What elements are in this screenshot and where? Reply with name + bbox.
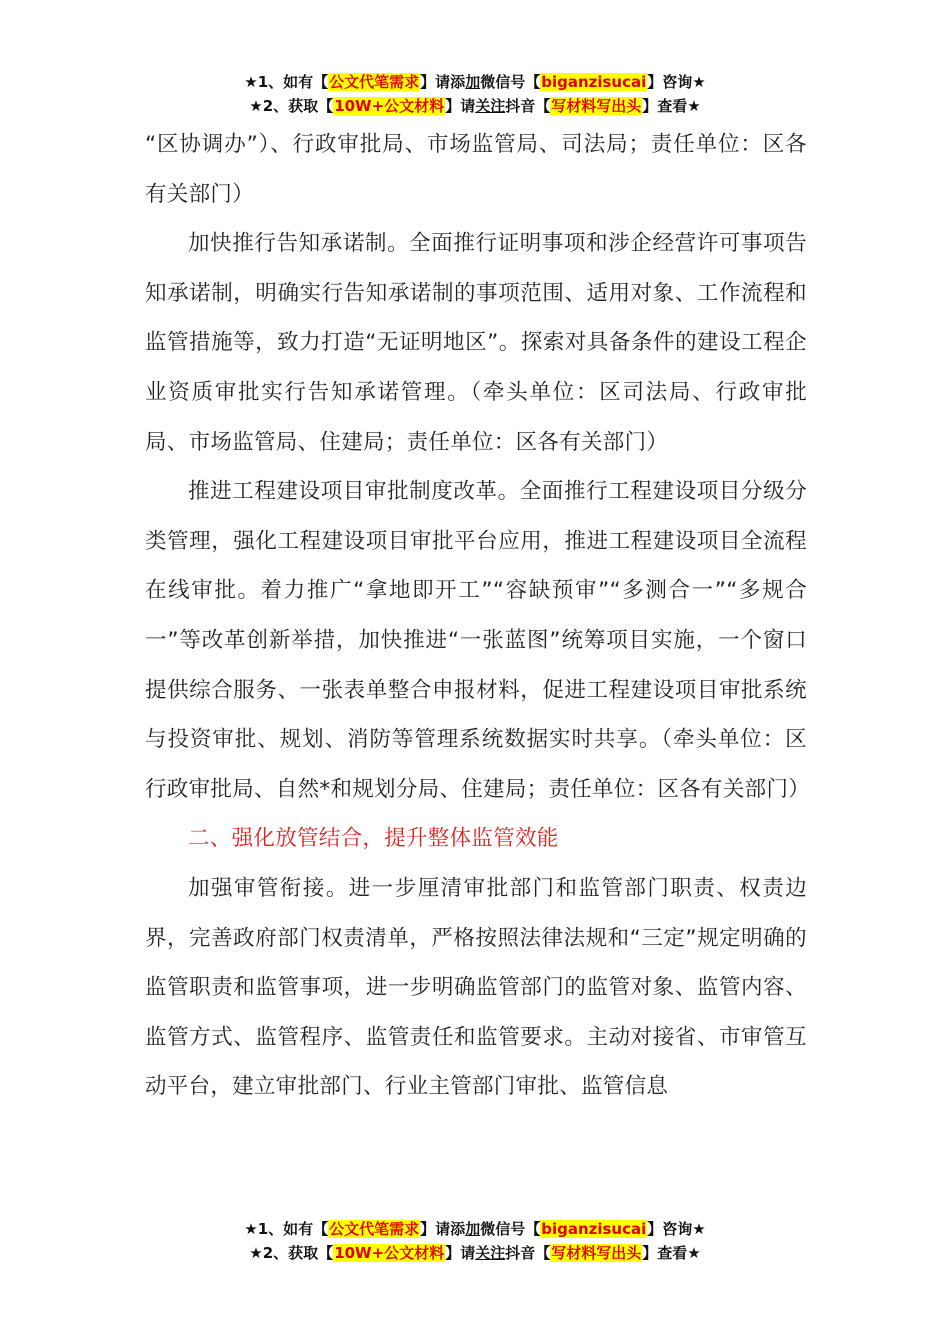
- footer-highlight-douyin-account: 写材料写出头: [551, 1244, 642, 1262]
- banner-line-2: ★2、获取【10W+公文材料】请关注抖音【写材料写出头】查看★: [249, 97, 701, 115]
- footer-banner-line-1: ★1、如有【公文代笔需求】请添加微信号【biganzisucai】咨询★: [244, 1220, 706, 1238]
- footer-highlight-writing-service: 公文代笔需求: [329, 1220, 420, 1238]
- banner-line-1: ★1、如有【公文代笔需求】请添加微信号【biganzisucai】咨询★: [244, 73, 706, 91]
- header-banner: [0, 70, 950, 118]
- banner-highlight-wechat-id: biganzisucai: [541, 73, 647, 91]
- banner-highlight-douyin-account: 写材料写出头: [551, 97, 642, 115]
- footer-highlight-materials: 10W+公文材料: [334, 1244, 445, 1262]
- banner-highlight-writing-service: 公文代笔需求: [329, 73, 420, 91]
- paragraph-approval-supervision: 加强审管衔接。进一步厘清审批部门和监管部门职责、权责边界，完善政府部门权责清单，严格按照法律法规和“三定”规定明确的监管职责和监管事项，进一步明确监管部门的监管对象、监管内容、监管方式、监管程序、监管责任和监管要求。主动对接省、市审管互动平台，建立审批部门、行业主管部门审批、监管信息: [145, 875, 807, 1100]
- footer-highlight-wechat-id: biganzisucai: [541, 1220, 647, 1238]
- section-heading: 二、强化放管结合，提升整体监管效能: [188, 826, 559, 852]
- paragraph-project-approval-reform: 推进工程建设项目审批制度改革。全面推行工程建设项目分级分类管理，强化工程建设项目审批平台应用，推进工程建设项目全流程在线审批。着力推广“拿地即开工”“容缺预审”“多测合一”“多规合一”等改革创新举措，加快推进“一张蓝图”统筹项目实施，一个窗口提供综合服务、一张表单整合申报材料，促进工程建设项目审批系统与投资审批、规划、消防等管理系统数据实时共享。（牵头单位：区行政审批局、自然*和规划分局、住建局；责任单位：区各有关部门）: [145, 479, 811, 802]
- document-body: [145, 120, 811, 1112]
- paragraph-notification-commitment: 加快推行告知承诺制。全面推行证明事项和涉企经营许可事项告知承诺制，明确实行告知承诺制的事项范围、适用对象、工作流程和监管措施等，致力打造“无证明地区”。探索对具备条件的建设工程企业资质审批实行告知承诺管理。（牵头单位：区司法局、行政审批局、市场监管局、住建局；责任单位：区各有关部门）: [145, 231, 807, 455]
- footer-banner: [0, 1217, 950, 1265]
- footer-banner-line-2: ★2、获取【10W+公文材料】请关注抖音【写材料写出头】查看★: [249, 1244, 701, 1262]
- paragraph-continuation: “区协调办”）、行政审批局、市场监管局、司法局；责任单位：区各有关部门）: [145, 132, 807, 207]
- banner-highlight-materials: 10W+公文材料: [334, 97, 445, 115]
